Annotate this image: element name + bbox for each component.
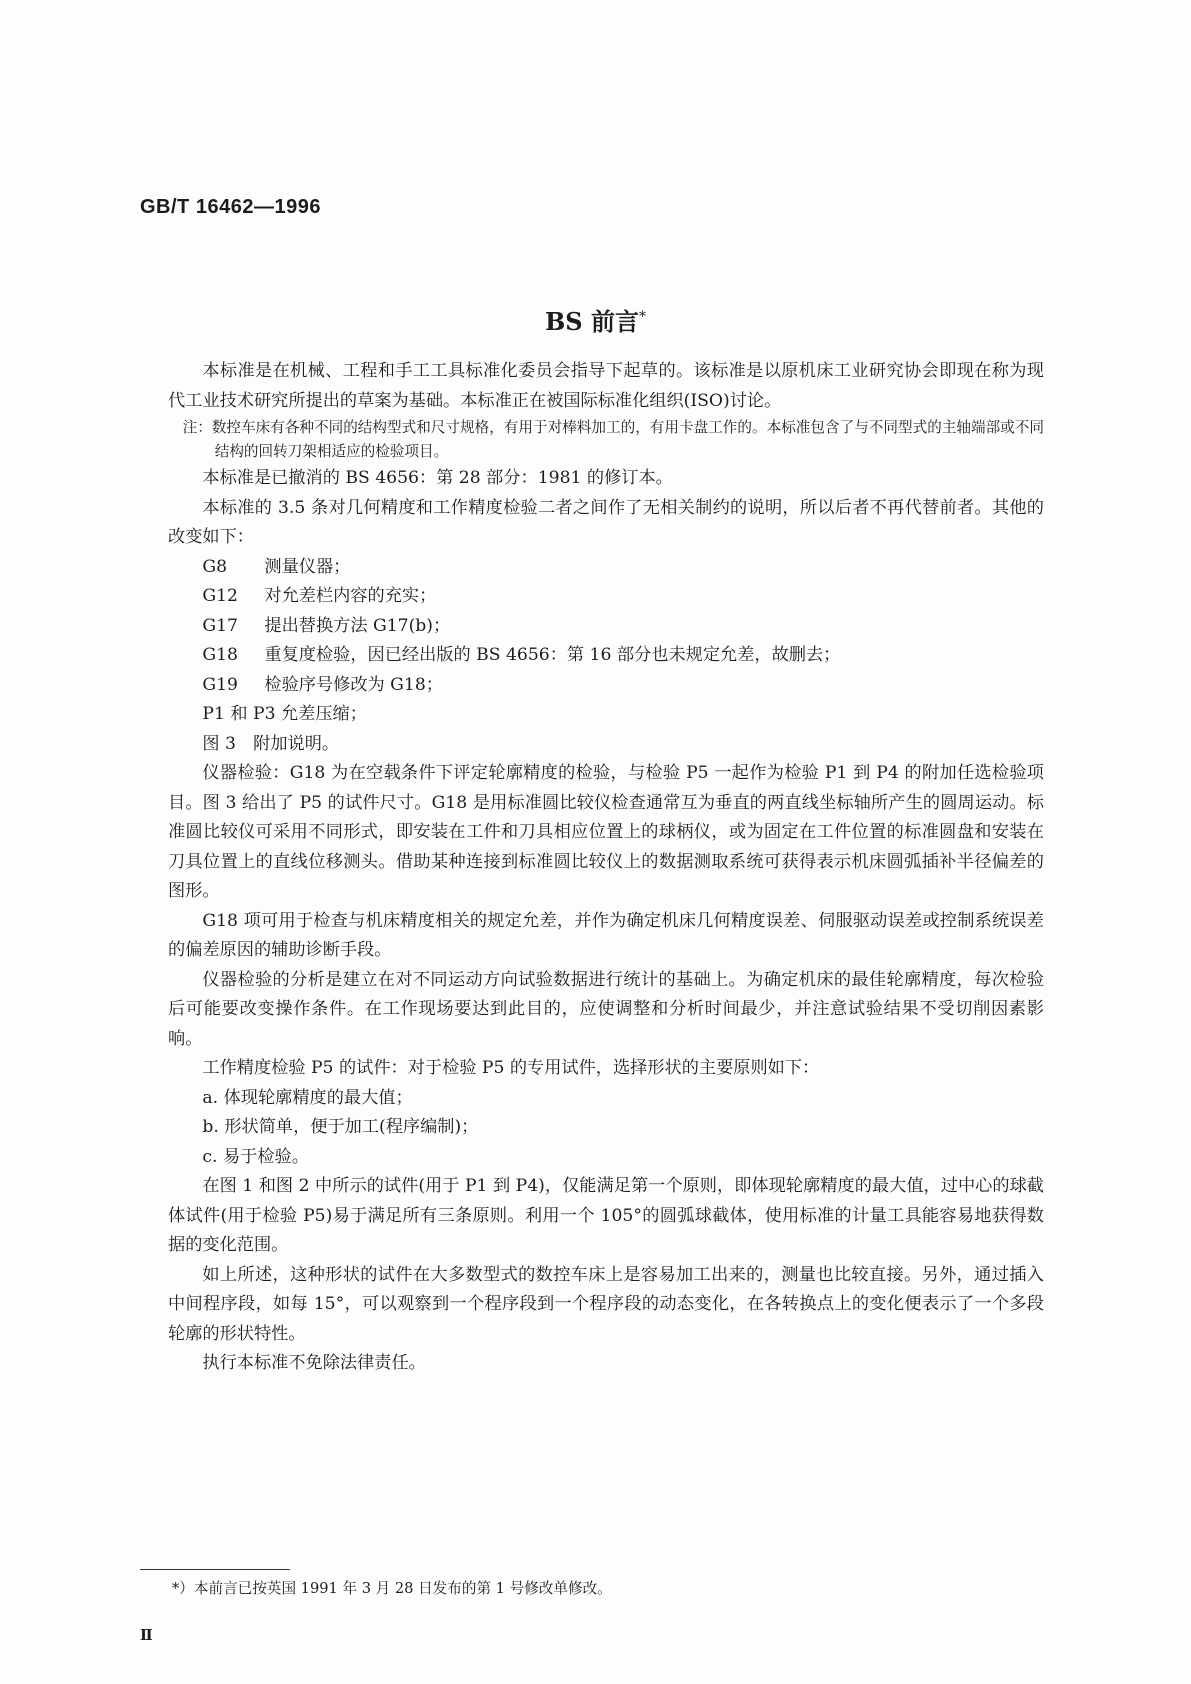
- principle-item: b. 形状简单，便于加工(程序编制)；: [202, 1117, 479, 1137]
- shape-paragraph: 如上所述，这种形状的试件在大多数型式的数控车床上是容易加工出来的，测量也比较直接。另外，通过插入中间程序段，如每 15°，可以观察到一个程序段到一个程序段的动态变化，在各转换点上的变化便表示了一个多段轮廓的形状特性。: [168, 1264, 1044, 1344]
- change-text: 检验序号修改为 G18；: [264, 674, 443, 695]
- change-text: 图 3 附加说明。: [202, 733, 340, 754]
- footnote-divider: [140, 1569, 290, 1570]
- revision-paragraph: 本标准是已撤消的 BS 4656：第 28 部分：1981 的修订本。: [202, 468, 673, 488]
- note-paragraph: 注：数控车床有各种不同的结构型式和尺寸规格，有用于对棒料加工的，有用卡盘工作的。本标准包含了与不同型式的主轴端部或不同结构的回转刀架相适应的检验项目。: [182, 419, 1044, 460]
- changes-intro-paragraph: 本标准的 3.5 条对几何精度和工作精度检验二者之间作了无相关制约的说明，所以后者不再代替前者。其他的改变如下：: [168, 497, 1044, 547]
- closing-paragraph: 执行本标准不免除法律责任。: [202, 1353, 426, 1373]
- change-item: [168, 700, 1044, 730]
- change-text: 对允差栏内容的充实；: [264, 586, 437, 606]
- principle-item: a. 体现轮廓精度的最大值；: [202, 1087, 413, 1108]
- change-text: 测量仪器；: [264, 556, 351, 577]
- document-body: [168, 357, 1044, 1379]
- principle-item: c. 易于检验。: [202, 1146, 309, 1167]
- footnote: *）本前言已按英国 1991 年 3 月 28 日发布的第 1 号修改单修改。: [172, 1580, 612, 1597]
- figure-paragraph: 在图 1 和图 2 中所示的试件(用于 P1 到 P4)，仅能满足第一个原则，即体现轮廓精度的最大值，过中心的球截体试件(用于检验 P5)易于满足所有三条原则。利用一个 105°的圆弧球截体，使用标准的计量工具能容易地获得数据的变化范围。: [168, 1176, 1044, 1255]
- analysis-paragraph: 仪器检验的分析是建立在对不同运动方向试验数据进行统计的基础上。为确定机床的最佳轮廓精度，每次检验后可能要改变操作条件。在工作现场要达到此目的，应使调整和分析时间最少，并注意试验结果不受切削因素影响。: [168, 969, 1044, 1049]
- p5-intro-paragraph: 工作精度检验 P5 的试件：对于检验 P5 的专用试件，选择形状的主要原则如下：: [202, 1058, 820, 1078]
- change-text: 重复度检验，因已经出版的 BS 4656：第 16 部分也未规定允差，故删去；: [264, 645, 841, 665]
- change-code: G8: [202, 556, 228, 577]
- change-code: G17: [202, 615, 238, 636]
- title-footnote-mark: *: [638, 309, 646, 325]
- title-text: BS 前言: [545, 307, 639, 336]
- change-item: [168, 641, 1044, 671]
- page-number: Ⅱ: [140, 1626, 153, 1644]
- change-code: G18: [202, 645, 238, 665]
- change-code: G12: [202, 586, 238, 606]
- change-item: [168, 612, 1044, 642]
- change-text: 提出替换方法 G17(b)；: [264, 615, 451, 636]
- change-item: [168, 582, 1044, 612]
- instrument-test-paragraph: 仪器检验：G18 为在空载条件下评定轮廓精度的检验，与检验 P5 一起作为检验 P1 到 P4 的附加任选检验项目。图 3 给出了 P5 的试件尺寸。G18 是用标准圆比较仪检查通常互为垂直的两直线坐标轴所产生的圆周运动。标准圆比较仪可采用不同形式，即安装在工件和刀具相应位置上的球柄仪，或为固定在工件位置的标准圆盘和安装在刀具位置上的直线位移测头。借助某种连接到标准圆比较仪上的数据测取系统可获得表示机床圆弧插补半径偏差的图形。: [168, 763, 1044, 901]
- change-text: P1 和 P3 允差压缩；: [202, 704, 367, 724]
- page-title: [0, 302, 1191, 337]
- g18-paragraph: G18 项可用于检查与机床精度相关的规定允差，并作为确定机床几何精度误差、伺服驱动误差或控制系统误差的偏差原因的辅助诊断手段。: [168, 910, 1044, 960]
- change-item: [168, 730, 1044, 760]
- change-item: [168, 553, 1044, 583]
- change-item: [168, 671, 1044, 701]
- intro-paragraph: 本标准是在机械、工程和手工工具标准化委员会指导下起草的。该标准是以原机床工业研究协会即现在称为现代工业技术研究所提出的草案为基础。本标准正在被国际标准化组织(ISO)讨论。: [168, 361, 1044, 411]
- standard-number: GB/T 16462—1996: [140, 196, 321, 218]
- change-code: G19: [202, 674, 238, 695]
